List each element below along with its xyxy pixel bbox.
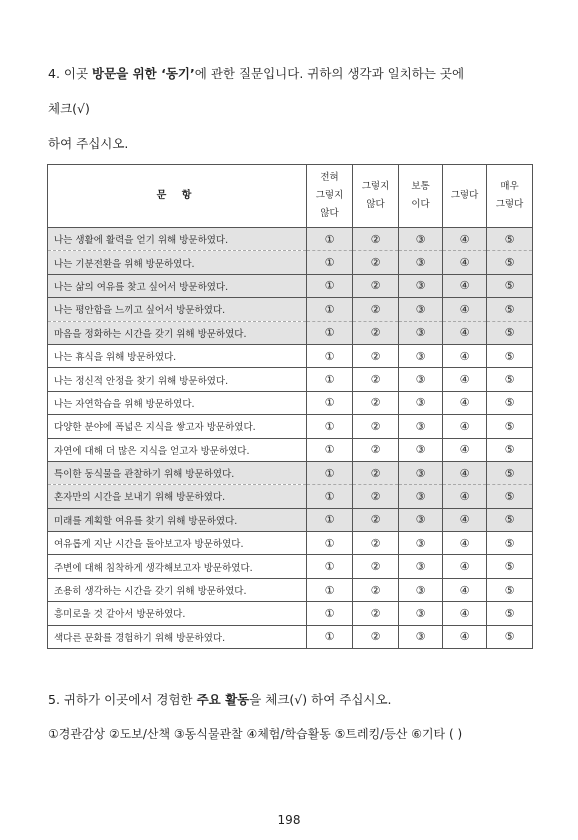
rating-option-5[interactable]: ⑤ xyxy=(487,298,533,321)
rating-option-2[interactable]: ② xyxy=(353,415,399,438)
rating-option-1[interactable]: ① xyxy=(307,438,353,461)
table-row xyxy=(48,228,533,251)
rating-option-4[interactable]: ④ xyxy=(443,251,487,274)
survey-item-label: 나는 정신적 안정을 찾기 위해 방문하였다. xyxy=(48,368,307,391)
table-row xyxy=(48,321,533,344)
rating-option-2[interactable]: ② xyxy=(353,368,399,391)
rating-option-4[interactable]: ④ xyxy=(443,508,487,531)
rating-option-3[interactable]: ③ xyxy=(399,415,443,438)
rating-option-3[interactable]: ③ xyxy=(399,625,443,648)
rating-option-5[interactable]: ⑤ xyxy=(487,555,533,578)
survey-item-label: 나는 휴식을 위해 방문하였다. xyxy=(48,344,307,367)
rating-option-2[interactable]: ② xyxy=(353,251,399,274)
survey-item-label: 다양한 분야에 폭넓은 지식을 쌓고자 방문하였다. xyxy=(48,415,307,438)
survey-item-label: 조용히 생각하는 시간을 갖기 위해 방문하였다. xyxy=(48,578,307,601)
rating-option-2[interactable]: ② xyxy=(353,298,399,321)
rating-option-4[interactable]: ④ xyxy=(443,438,487,461)
rating-option-2[interactable]: ② xyxy=(353,625,399,648)
rating-option-2[interactable]: ② xyxy=(353,578,399,601)
survey-item-label: 여유롭게 지난 시간을 돌아보고자 방문하였다. xyxy=(48,532,307,555)
table-row xyxy=(48,508,533,531)
table-row xyxy=(48,485,533,508)
rating-option-2[interactable]: ② xyxy=(353,438,399,461)
rating-option-3[interactable]: ③ xyxy=(399,391,443,414)
rating-option-4[interactable]: ④ xyxy=(443,532,487,555)
rating-option-5[interactable]: ⑤ xyxy=(487,391,533,414)
rating-option-2[interactable]: ② xyxy=(353,508,399,531)
question-5-emphasis: 주요 활동 xyxy=(196,692,250,707)
rating-option-4[interactable]: ④ xyxy=(443,321,487,344)
rating-option-1[interactable]: ① xyxy=(307,228,353,251)
question-4-instruction: 하여 주십시오. xyxy=(48,136,129,151)
rating-option-5[interactable]: ⑤ xyxy=(487,508,533,531)
rating-option-5[interactable]: ⑤ xyxy=(487,368,533,391)
rating-option-5[interactable]: ⑤ xyxy=(487,532,533,555)
table-row xyxy=(48,625,533,648)
survey-item-label: 나는 생활에 활력을 얻기 위해 방문하였다. xyxy=(48,228,307,251)
rating-option-3[interactable]: ③ xyxy=(399,532,443,555)
rating-option-2[interactable]: ② xyxy=(353,555,399,578)
survey-item-label: 색다른 문화를 경험하기 위해 방문하였다. xyxy=(48,625,307,648)
rating-option-5[interactable]: ⑤ xyxy=(487,485,533,508)
question-4-prefix: 4. 이곳 xyxy=(48,66,93,81)
rating-option-1[interactable]: ① xyxy=(307,274,353,297)
rating-option-2[interactable]: ② xyxy=(353,602,399,625)
rating-option-1[interactable]: ① xyxy=(307,485,353,508)
rating-option-1[interactable]: ① xyxy=(307,298,353,321)
rating-option-4[interactable]: ④ xyxy=(443,485,487,508)
rating-option-4[interactable]: ④ xyxy=(443,555,487,578)
rating-option-4[interactable]: ④ xyxy=(443,391,487,414)
rating-option-3[interactable]: ③ xyxy=(399,508,443,531)
rating-option-1[interactable]: ① xyxy=(307,532,353,555)
survey-item-label: 미래를 계획할 여유를 찾기 위해 방문하였다. xyxy=(48,508,307,531)
rating-option-3[interactable]: ③ xyxy=(399,368,443,391)
rating-option-5[interactable]: ⑤ xyxy=(487,344,533,367)
rating-option-2[interactable]: ② xyxy=(353,321,399,344)
rating-option-5[interactable]: ⑤ xyxy=(487,228,533,251)
rating-option-4[interactable]: ④ xyxy=(443,228,487,251)
rating-option-3[interactable]: ③ xyxy=(399,602,443,625)
survey-item-label: 나는 기분전환을 위해 방문하였다. xyxy=(48,251,307,274)
rating-option-4[interactable]: ④ xyxy=(443,344,487,367)
rating-option-1[interactable]: ① xyxy=(307,461,353,484)
rating-option-4[interactable]: ④ xyxy=(443,415,487,438)
question-5-options: ①경관감상 ②도보/산책 ③동식물관찰 ④체험/학습활동 ⑤트레킹/등산 ⑥기타 ( ) xyxy=(48,727,463,741)
rating-option-5[interactable]: ⑤ xyxy=(487,274,533,297)
rating-option-1[interactable]: ① xyxy=(307,578,353,601)
table-row xyxy=(48,298,533,321)
rating-option-4[interactable]: ④ xyxy=(443,578,487,601)
rating-option-5[interactable]: ⑤ xyxy=(487,578,533,601)
table-row xyxy=(48,274,533,297)
scale-header-strongly-disagree: 전혀 그렇지 않다 xyxy=(307,165,353,228)
question-4-check-text: 체크(√) xyxy=(48,101,90,116)
rating-option-1[interactable]: ① xyxy=(307,251,353,274)
rating-option-2[interactable]: ② xyxy=(353,532,399,555)
scale-header-disagree: 그렇지 않다 xyxy=(353,165,399,228)
rating-option-1[interactable]: ① xyxy=(307,625,353,648)
rating-option-4[interactable]: ④ xyxy=(443,461,487,484)
table-row xyxy=(48,602,533,625)
rating-option-1[interactable]: ① xyxy=(307,415,353,438)
rating-option-1[interactable]: ① xyxy=(307,368,353,391)
rating-option-4[interactable]: ④ xyxy=(443,274,487,297)
rating-option-1[interactable]: ① xyxy=(307,602,353,625)
rating-option-5[interactable]: ⑤ xyxy=(487,461,533,484)
rating-option-5[interactable]: ⑤ xyxy=(487,321,533,344)
item-column-header: 문 항 xyxy=(48,165,307,228)
survey-item-label: 나는 삶의 여유를 찾고 싶어서 방문하였다. xyxy=(48,274,307,297)
rating-option-4[interactable]: ④ xyxy=(443,602,487,625)
question-5-prefix: 5. 귀하가 이곳에서 경험한 xyxy=(48,692,197,707)
rating-option-2[interactable]: ② xyxy=(353,461,399,484)
question-5-text xyxy=(48,690,392,708)
rating-option-2[interactable]: ② xyxy=(353,274,399,297)
table-row xyxy=(48,251,533,274)
rating-option-1[interactable]: ① xyxy=(307,508,353,531)
rating-option-3[interactable]: ③ xyxy=(399,485,443,508)
motivation-survey-table xyxy=(47,164,533,649)
survey-item-label: 주변에 대해 침착하게 생각해보고자 방문하였다. xyxy=(48,555,307,578)
table-row xyxy=(48,391,533,414)
rating-option-3[interactable]: ③ xyxy=(399,298,443,321)
rating-option-2[interactable]: ② xyxy=(353,485,399,508)
table-row xyxy=(48,368,533,391)
survey-item-label: 자연에 대해 더 많은 지식을 얻고자 방문하였다. xyxy=(48,438,307,461)
table-row xyxy=(48,344,533,367)
rating-option-3[interactable]: ③ xyxy=(399,461,443,484)
question-4-emphasis: 방문을 위한 ‘동기’ xyxy=(92,66,195,81)
question-4-suffix: 에 관한 질문입니다. 귀하의 생각과 일치하는 곳에 xyxy=(194,66,465,81)
rating-option-5[interactable]: ⑤ xyxy=(487,251,533,274)
rating-option-3[interactable]: ③ xyxy=(399,274,443,297)
rating-option-4[interactable]: ④ xyxy=(443,625,487,648)
scale-header-strongly-agree: 매우 그렇다 xyxy=(487,165,533,228)
rating-option-5[interactable]: ⑤ xyxy=(487,438,533,461)
rating-option-5[interactable]: ⑤ xyxy=(487,415,533,438)
table-row xyxy=(48,532,533,555)
rating-option-4[interactable]: ④ xyxy=(443,368,487,391)
rating-option-1[interactable]: ① xyxy=(307,391,353,414)
rating-option-1[interactable]: ① xyxy=(307,344,353,367)
rating-option-3[interactable]: ③ xyxy=(399,228,443,251)
scale-header-agree: 그렇다 xyxy=(443,165,487,228)
question-4-text xyxy=(48,64,464,82)
rating-option-4[interactable]: ④ xyxy=(443,298,487,321)
survey-item-label: 혼자만의 시간을 보내기 위해 방문하였다. xyxy=(48,485,307,508)
rating-option-1[interactable]: ① xyxy=(307,321,353,344)
table-row xyxy=(48,461,533,484)
survey-item-label: 나는 자연학습을 위해 방문하였다. xyxy=(48,391,307,414)
rating-option-3[interactable]: ③ xyxy=(399,578,443,601)
rating-option-3[interactable]: ③ xyxy=(399,555,443,578)
rating-option-5[interactable]: ⑤ xyxy=(487,625,533,648)
rating-option-1[interactable]: ① xyxy=(307,555,353,578)
rating-option-2[interactable]: ② xyxy=(353,391,399,414)
survey-item-label: 나는 평안함을 느끼고 싶어서 방문하였다. xyxy=(48,298,307,321)
rating-option-3[interactable]: ③ xyxy=(399,438,443,461)
table-row xyxy=(48,415,533,438)
rating-option-2[interactable]: ② xyxy=(353,228,399,251)
rating-option-2[interactable]: ② xyxy=(353,344,399,367)
table-row xyxy=(48,578,533,601)
question-5-suffix: 을 체크(√) 하여 주십시오. xyxy=(249,692,392,707)
survey-item-label: 흥미로울 것 같아서 방문하였다. xyxy=(48,602,307,625)
survey-item-label: 마음을 정화하는 시간을 갖기 위해 방문하였다. xyxy=(48,321,307,344)
table-row xyxy=(48,555,533,578)
rating-option-5[interactable]: ⑤ xyxy=(487,602,533,625)
table-row xyxy=(48,438,533,461)
page-number: 198 xyxy=(277,813,301,827)
rating-option-3[interactable]: ③ xyxy=(399,251,443,274)
rating-option-3[interactable]: ③ xyxy=(399,321,443,344)
rating-option-3[interactable]: ③ xyxy=(399,344,443,367)
scale-header-neutral: 보통 이다 xyxy=(399,165,443,228)
survey-item-label: 특이한 동식물을 관찰하기 위해 방문하였다. xyxy=(48,461,307,484)
